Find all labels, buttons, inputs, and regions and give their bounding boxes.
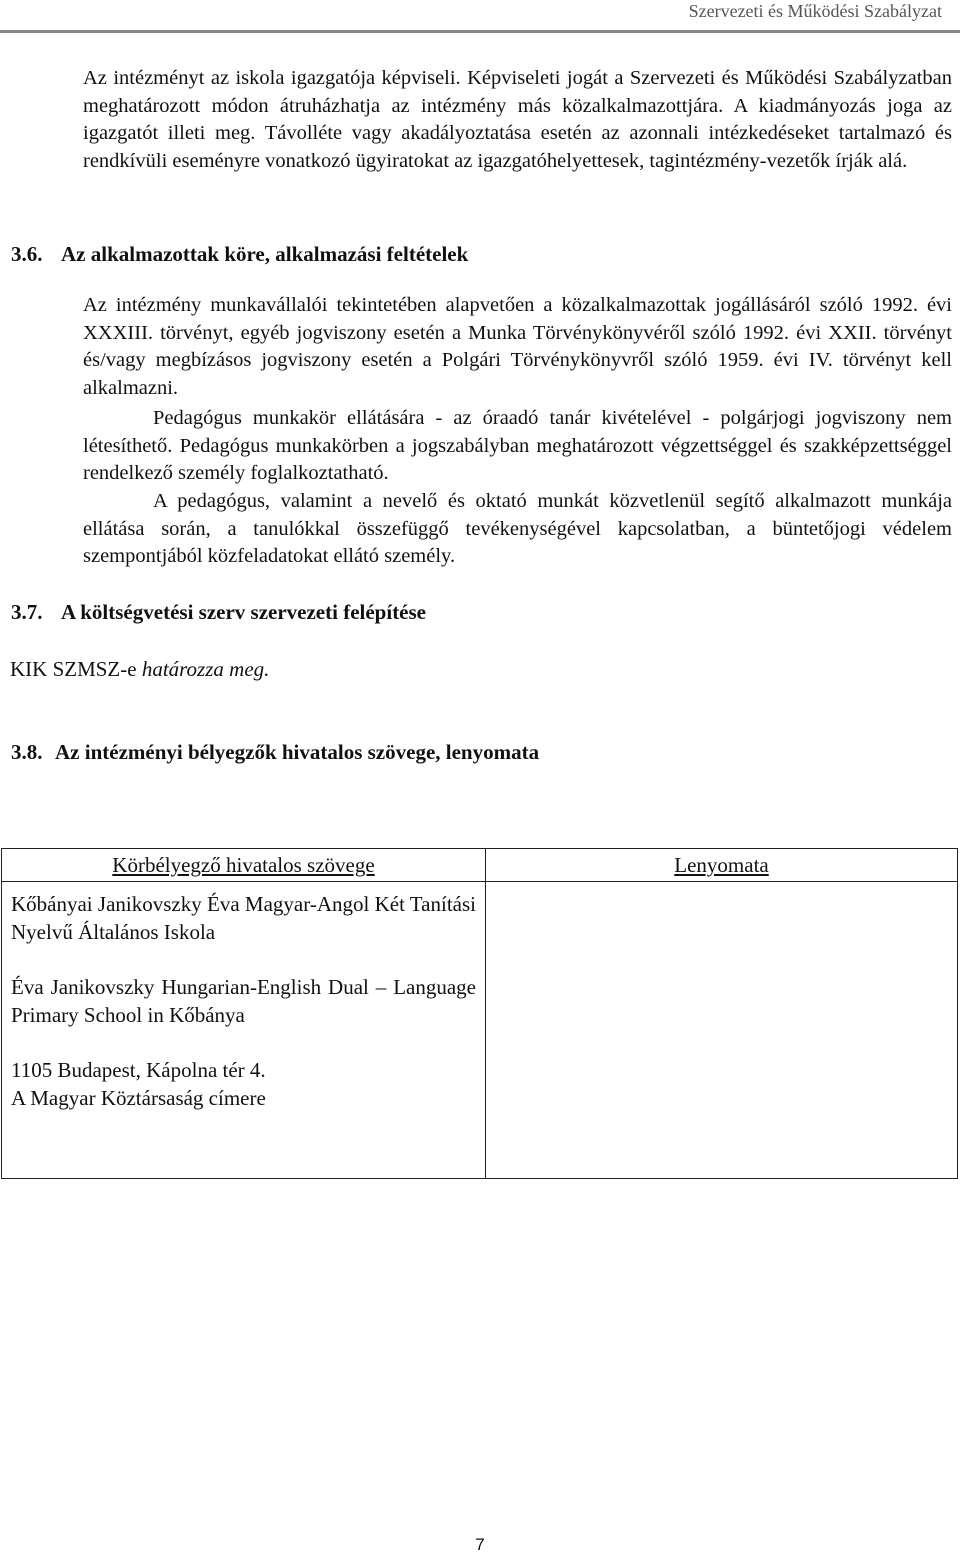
intro-paragraph: Az intézményt az iskola igazgatója képviseli. Képviseleti jogát a Szervezeti és Működési Szabályzatban meghatározott módon átruházhatja az intézmény más közalkalmazottjára. A kiadmányozás joga az igazgatót illeti meg. Távolléte vagy akadályoztatása esetén az azonnali intézkedéseket tartalmazó és rendkívüli eseményre vonatkozó ügyiratokat az igazgatóhelyettesek, tagintézmény-vezetők írják alá. xyxy=(83,67,952,172)
stamp-imprint-cell xyxy=(486,882,958,1179)
section-title: A költségvetési szerv szervezeti felépítése xyxy=(61,600,426,624)
stamp-text-cell xyxy=(2,882,486,1179)
running-header xyxy=(0,0,960,24)
section-3-7-text-plain: KIK SZMSZ-e xyxy=(10,657,137,681)
column-header-imprint: Lenyomata xyxy=(486,849,958,882)
table-row xyxy=(2,882,958,1179)
section-number: 3.8. xyxy=(11,740,43,764)
section-3-7-text xyxy=(10,655,269,683)
section-3-6-paragraph-2: Pedagógus munkakör ellátására - az óraadó tanár kivételével - polgárjogi jogviszony nem létesíthető. Pedagógus munkakörben a jogszabályban meghatározott végzettséggel és szakképzettséggel rendelkező személy foglalkoztatható. xyxy=(83,407,952,484)
stamp-text-english: Éva Janikovszky Hungarian-English Dual – Language Primary School in Kőbánya xyxy=(11,975,476,1027)
document-title: Szervezeti és Működési Szabályzat xyxy=(688,1,942,21)
section-3-8-heading xyxy=(11,738,539,766)
column-header-official-text: Körbélyegző hivatalos szövege xyxy=(2,849,486,882)
stamp-table xyxy=(1,848,958,1179)
section-number: 3.7. xyxy=(11,600,43,624)
section-title: Az alkalmazottak köre, alkalmazási feltételek xyxy=(61,242,469,266)
section-3-6-heading xyxy=(11,240,468,268)
section-3-6-paragraph-3: A pedagógus, valamint a nevelő és oktató munkát közvetlenül segítő alkalmazott munkája ellátása során, a tanulókkal összefüggő tevékenységével kapcsolatban, a büntetőjogi védelem szempontjából közfeladatokat ellátó személy. xyxy=(83,490,952,567)
section-3-6-paragraph-1: Az intézmény munkavállalói tekintetében alapvetően a közalkalmazottak jogállásáról szóló 1992. évi XXXIII. törvényt, egyéb jogviszony esetén a Munka Törvénykönyvéről szóló 1992. évi XXII. törvényt és/vagy megbízásos jogviszony esetén a Polgári Törvénykönyvről szóló 1959. évi IV. törvényt kell alkalmazni. xyxy=(83,294,952,399)
section-number: 3.6. xyxy=(11,242,43,266)
page-number: 7 xyxy=(475,1535,485,1554)
section-3-7-text-italic: határozza meg. xyxy=(136,657,270,681)
table-header-row xyxy=(2,849,958,882)
section-3-7-heading xyxy=(11,598,426,626)
header-divider xyxy=(0,30,960,33)
section-title: Az intézményi bélyegzők hivatalos szövege, lenyomata xyxy=(55,740,540,764)
stamp-text-address: 1105 Budapest, Kápolna tér 4. A Magyar Köztársaság címere xyxy=(11,1058,266,1110)
stamp-text-hungarian: Kőbányai Janikovszky Éva Magyar-Angol Két Tanítási Nyelvű Általános Iskola xyxy=(11,892,476,944)
